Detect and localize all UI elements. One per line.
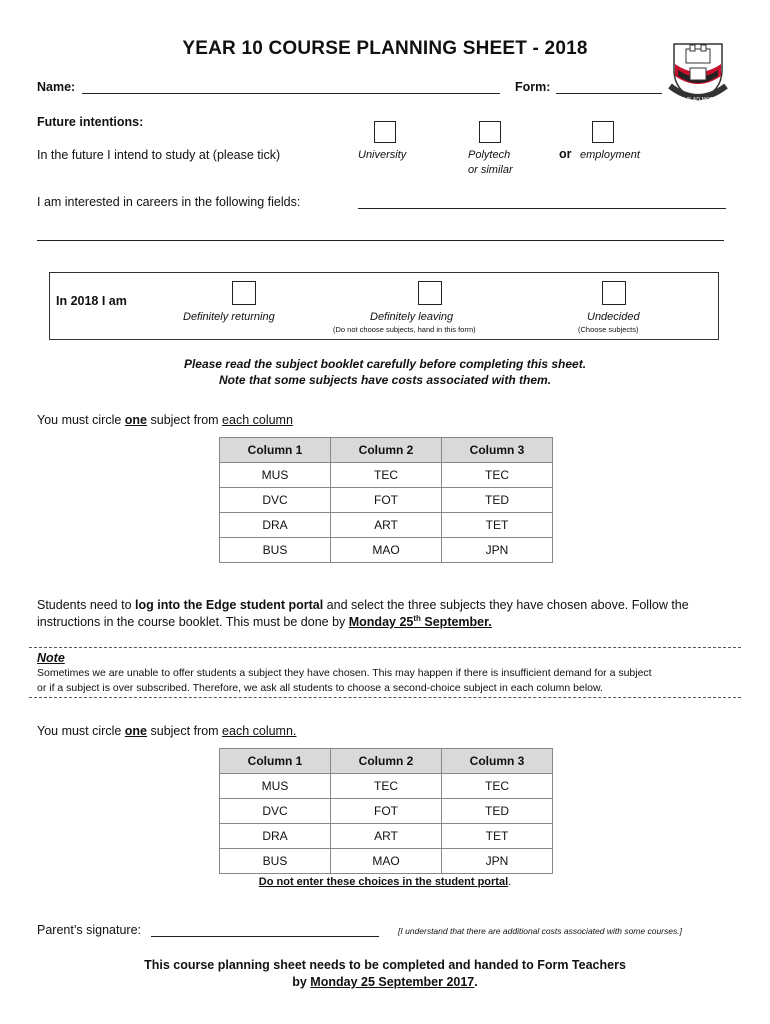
- subject-cell[interactable]: JPN: [442, 849, 553, 874]
- form-label: Form:: [515, 80, 551, 94]
- subject-cell[interactable]: TED: [442, 799, 553, 824]
- careers-field[interactable]: [358, 208, 726, 209]
- careers-field-2[interactable]: [37, 240, 724, 241]
- subject-cell[interactable]: BUS: [220, 538, 331, 563]
- subject-cell[interactable]: TEC: [331, 463, 442, 488]
- name-field[interactable]: [82, 93, 500, 94]
- circle-instruction-1: You must circle one subject from each column: [37, 413, 293, 427]
- footer-line-1: This course planning sheet needs to be completed and handed to Form Teachers: [144, 958, 626, 972]
- no-enter-warning: Do not enter these choices in the student portal.: [258, 876, 512, 888]
- subject-cell[interactable]: MAO: [331, 538, 442, 563]
- note-line-1: Sometimes we are unable to offer students a subject they have chosen. This may happen if there is insufficient demand for a subject: [37, 667, 652, 679]
- table-row: [220, 463, 553, 488]
- employment-checkbox[interactable]: [592, 121, 614, 143]
- note-bottom-border: [29, 697, 741, 698]
- study-prompt: In the future I intend to study at (please tick): [37, 148, 281, 162]
- subject-cell[interactable]: TET: [442, 824, 553, 849]
- subject-cell[interactable]: MUS: [220, 463, 331, 488]
- subject-cell[interactable]: TED: [442, 488, 553, 513]
- subject-cell[interactable]: DRA: [220, 824, 331, 849]
- returning-label: Definitely returning: [183, 311, 275, 323]
- table-row: [220, 824, 553, 849]
- note-line-2: or if a subject is over subscribed. Therefore, we ask all students to choose a second-choice subject in each column below.: [37, 682, 603, 694]
- note-heading: Note: [37, 651, 65, 665]
- subject-cell[interactable]: MAO: [331, 849, 442, 874]
- subject-table-1: [219, 437, 553, 563]
- table1-header: Column 1: [220, 438, 331, 463]
- subject-cell[interactable]: ART: [331, 513, 442, 538]
- table1-header: Column 2: [331, 438, 442, 463]
- portal-instructions-2: instructions in the course booklet. This must be done by Monday 25th September.: [37, 614, 492, 630]
- svg-text:FIDELIS AD MORTEM: FIDELIS AD MORTEM: [672, 97, 724, 103]
- future-intentions-heading: Future intentions:: [37, 115, 144, 129]
- university-label: University: [358, 149, 407, 161]
- page-title: YEAR 10 COURSE PLANNING SHEET - 2018: [182, 38, 588, 59]
- returning-checkbox[interactable]: [232, 281, 256, 305]
- subject-cell[interactable]: DRA: [220, 513, 331, 538]
- subject-table-2: [219, 748, 553, 874]
- leaving-note: (Do not choose subjects, hand in this form): [333, 325, 476, 334]
- polytech-label: Polytech: [468, 149, 511, 161]
- table-row: [220, 849, 553, 874]
- intent-2018-label: In 2018 I am: [56, 294, 127, 308]
- school-crest-logo: [668, 40, 728, 106]
- careers-prompt: I am interested in careers in the following fields:: [37, 195, 301, 209]
- table-row: [220, 799, 553, 824]
- table-row: [220, 488, 553, 513]
- undecided-note: (Choose subjects): [578, 325, 639, 334]
- subject-cell[interactable]: DVC: [220, 799, 331, 824]
- table1-header: Column 3: [442, 438, 553, 463]
- form-field[interactable]: [556, 93, 662, 94]
- note-top-border: [29, 647, 741, 648]
- table2-header: Column 1: [220, 749, 331, 774]
- subject-cell[interactable]: JPN: [442, 538, 553, 563]
- table2-header: Column 2: [331, 749, 442, 774]
- leaving-label: Definitely leaving: [370, 311, 454, 323]
- subject-cell[interactable]: FOT: [331, 488, 442, 513]
- subject-cell[interactable]: BUS: [220, 849, 331, 874]
- table-row: [220, 538, 553, 563]
- signature-note: [I understand that there are additional costs associated with some courses.]: [398, 926, 682, 936]
- table-row: [220, 774, 553, 799]
- table2-header: Column 3: [442, 749, 553, 774]
- circle-instruction-2: You must circle one subject from each column.: [37, 724, 297, 738]
- leaving-checkbox[interactable]: [418, 281, 442, 305]
- subject-cell[interactable]: TEC: [442, 774, 553, 799]
- polytech-checkbox[interactable]: [479, 121, 501, 143]
- subject-cell[interactable]: ART: [331, 824, 442, 849]
- subject-cell[interactable]: TET: [442, 513, 553, 538]
- polytech-label-2: or similar: [468, 164, 513, 176]
- subject-cell[interactable]: FOT: [331, 799, 442, 824]
- signature-field[interactable]: [151, 936, 379, 937]
- table-row: [220, 513, 553, 538]
- undecided-checkbox[interactable]: [602, 281, 626, 305]
- notice-line-2: Note that some subjects have costs associated with them.: [218, 373, 552, 387]
- undecided-label: Undecided: [587, 311, 640, 323]
- employment-label: employment: [580, 149, 640, 161]
- notice-line-1: Please read the subject booklet carefully before completing this sheet.: [183, 357, 587, 371]
- portal-instructions-1: Students need to log into the Edge student portal and select the three subjects they have chosen above. Follow the: [37, 598, 689, 612]
- subject-cell[interactable]: DVC: [220, 488, 331, 513]
- footer-line-2: by Monday 25 September 2017.: [292, 975, 478, 989]
- subject-cell[interactable]: TEC: [442, 463, 553, 488]
- university-checkbox[interactable]: [374, 121, 396, 143]
- name-label: Name:: [37, 80, 76, 94]
- signature-label: Parent’s signature:: [37, 923, 141, 937]
- subject-cell[interactable]: TEC: [331, 774, 442, 799]
- subject-cell[interactable]: MUS: [220, 774, 331, 799]
- or-label: or: [559, 147, 572, 161]
